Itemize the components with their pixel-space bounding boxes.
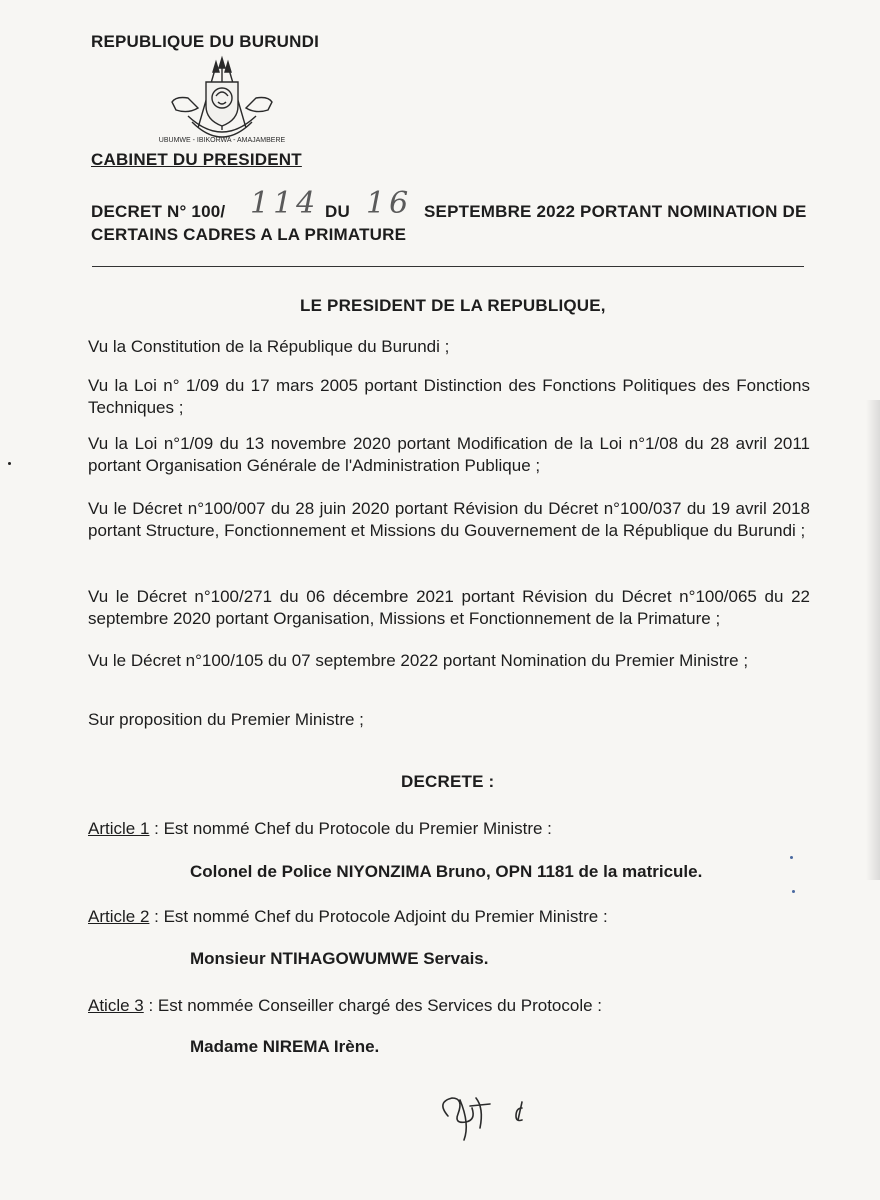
coat-of-arms-emblem xyxy=(158,58,286,150)
vu-loi-2005: Vu la Loi n° 1/09 du 17 mars 2005 portant Distinction des Fonctions Politiques des Fonctions Techniques ; xyxy=(88,376,810,417)
article-3-appointee: Madame NIREMA Irène. xyxy=(190,1037,380,1056)
vu-decret-2021: Vu le Décret n°100/271 du 06 décembre 2021 portant Révision du Décret n°100/065 du 22 septembre 2020 portant Organisation, Missions et Fonctionnement de la Primature ; xyxy=(88,587,810,628)
proposition-line: Sur proposition du Premier Ministre ; xyxy=(88,710,364,729)
article-1-label: Article 1 xyxy=(88,819,150,838)
article-1-appointee: Colonel de Police NIYONZIMA Bruno, OPN 1181 de la matricule. xyxy=(190,862,703,881)
scan-mark xyxy=(792,890,795,893)
decree-title-line2: CERTAINS CADRES A LA PRIMATURE xyxy=(91,225,407,244)
article-2-appointee: Monsieur NTIHAGOWUMWE Servais. xyxy=(190,949,489,968)
decree-du: DU xyxy=(325,202,350,221)
vu-decret-2020: Vu le Décret n°100/007 du 28 juin 2020 portant Révision du Décret n°100/037 du 19 avril 2018 portant Structure, Fonctionnement et Missions du Gouvernement de la République du Burundi ; xyxy=(88,499,810,540)
decree-title-line1: SEPTEMBRE 2022 PORTANT NOMINATION DE xyxy=(424,202,807,221)
cabinet-title: CABINET DU PRESIDENT xyxy=(91,150,302,169)
article-2-text: : Est nommé Chef du Protocole Adjoint du Premier Ministre : xyxy=(149,907,608,926)
vu-decret-2022: Vu le Décret n°100/105 du 07 septembre 2022 portant Nomination du Premier Ministre ; xyxy=(88,651,749,670)
vu-constitution: Vu la Constitution de la République du Burundi ; xyxy=(88,337,450,356)
article-1 xyxy=(88,818,552,840)
article-3 xyxy=(88,995,602,1017)
decrete-heading: DECRETE : xyxy=(401,772,495,791)
page-edge-shadow xyxy=(866,400,880,880)
scan-mark xyxy=(790,856,793,859)
motto-text: UBUMWE - IBIKORWA - AMAJAMBERE xyxy=(158,137,286,144)
article-2 xyxy=(88,906,608,928)
scan-mark xyxy=(8,462,11,465)
article-2-label: Article 2 xyxy=(88,907,150,926)
signature-initials xyxy=(430,1086,550,1146)
decree-number-handwritten: 114 xyxy=(250,186,320,221)
article-3-label: Aticle 3 xyxy=(88,996,144,1015)
article-3-text: : Est nommée Conseiller chargé des Services du Protocole : xyxy=(143,996,603,1015)
vu-loi-2020: Vu la Loi n°1/09 du 13 novembre 2020 portant Modification de la Loi n°1/08 du 28 avril 2011 portant Organisation Générale de l'Administration Publique ; xyxy=(88,434,810,475)
decree-prefix: DECRET N° 100/ xyxy=(91,202,226,221)
president-heading: LE PRESIDENT DE LA REPUBLIQUE, xyxy=(300,296,606,315)
title-divider xyxy=(92,266,804,267)
republic-title: REPUBLIQUE DU BURUNDI xyxy=(91,32,320,51)
decree-day-handwritten: 16 xyxy=(366,186,413,221)
article-1-text: : Est nommé Chef du Protocole du Premier Ministre : xyxy=(149,819,552,838)
